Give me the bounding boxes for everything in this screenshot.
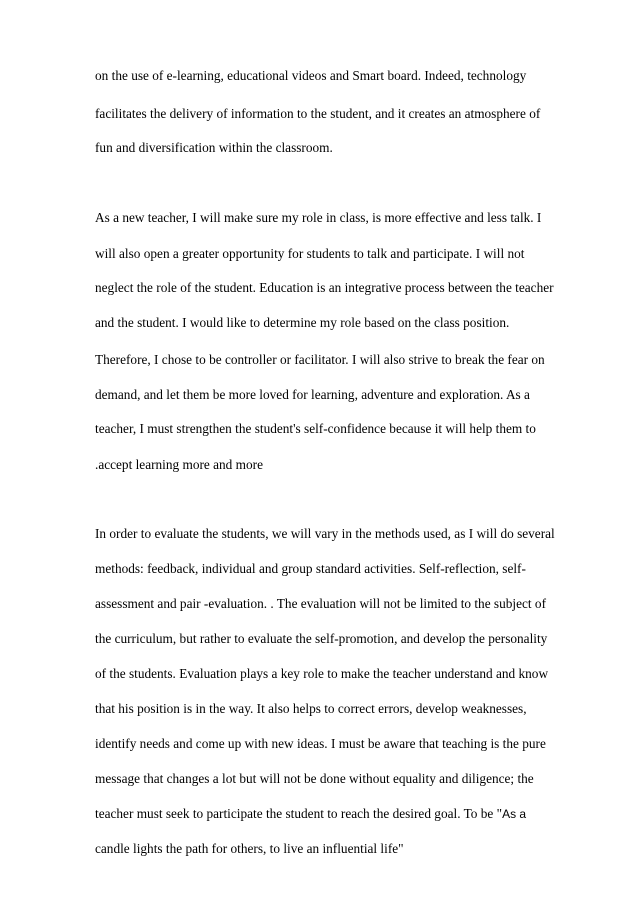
text-line: As a new teacher, I will make sure my role in class, is more effective and less talk. I: [95, 210, 542, 225]
text-line: identify needs and come up with new ideas. I must be aware that teaching is the pure: [95, 736, 546, 751]
text-line: will also open a greater opportunity for students to talk and participate. I will not: [95, 246, 525, 261]
text-line: .accept learning more and more: [95, 457, 263, 472]
text-line: candle lights the path for others, to live an influential life": [95, 841, 404, 856]
text-line: message that changes a lot but will not be done without equality and diligence; the: [95, 771, 534, 786]
text-line: fun and diversification within the classroom.: [95, 140, 333, 155]
text-line: assessment and pair -evaluation. . The evaluation will not be limited to the subject of: [95, 596, 546, 611]
text-line: In order to evaluate the students, we will vary in the methods used, as I will do several: [95, 526, 555, 541]
text-line: on the use of e-learning, educational videos and Smart board. Indeed, technology: [95, 68, 527, 83]
text-line: teacher, I must strengthen the student's self-confidence because it will help them to: [95, 421, 536, 436]
text-line: the curriculum, but rather to evaluate the self-promotion, and develop the personality: [95, 631, 548, 646]
text-line: of the students. Evaluation plays a key role to make the teacher understand and know: [95, 666, 549, 681]
text-line: [95, 806, 526, 822]
text-line: facilitates the delivery of information to the student, and it creates an atmosphere of: [95, 106, 541, 121]
text-line: Therefore, I chose to be controller or facilitator. I will also strive to break the fear on: [95, 352, 545, 367]
text-run: teacher must seek to participate the student to reach the desired goal. To be ": [95, 806, 503, 821]
text-line: and the student. I would like to determine my role based on the class position.: [95, 315, 510, 330]
text-run-sans: As a: [502, 807, 527, 821]
text-line: methods: feedback, individual and group standard activities. Self-reflection, self-: [95, 561, 526, 576]
text-line: demand, and let them be more loved for learning, adventure and exploration. As a: [95, 387, 530, 402]
text-line: that his position is in the way. It also helps to correct errors, develop weaknesses,: [95, 701, 527, 716]
text-line: neglect the role of the student. Education is an integrative process between the teacher: [95, 280, 554, 295]
